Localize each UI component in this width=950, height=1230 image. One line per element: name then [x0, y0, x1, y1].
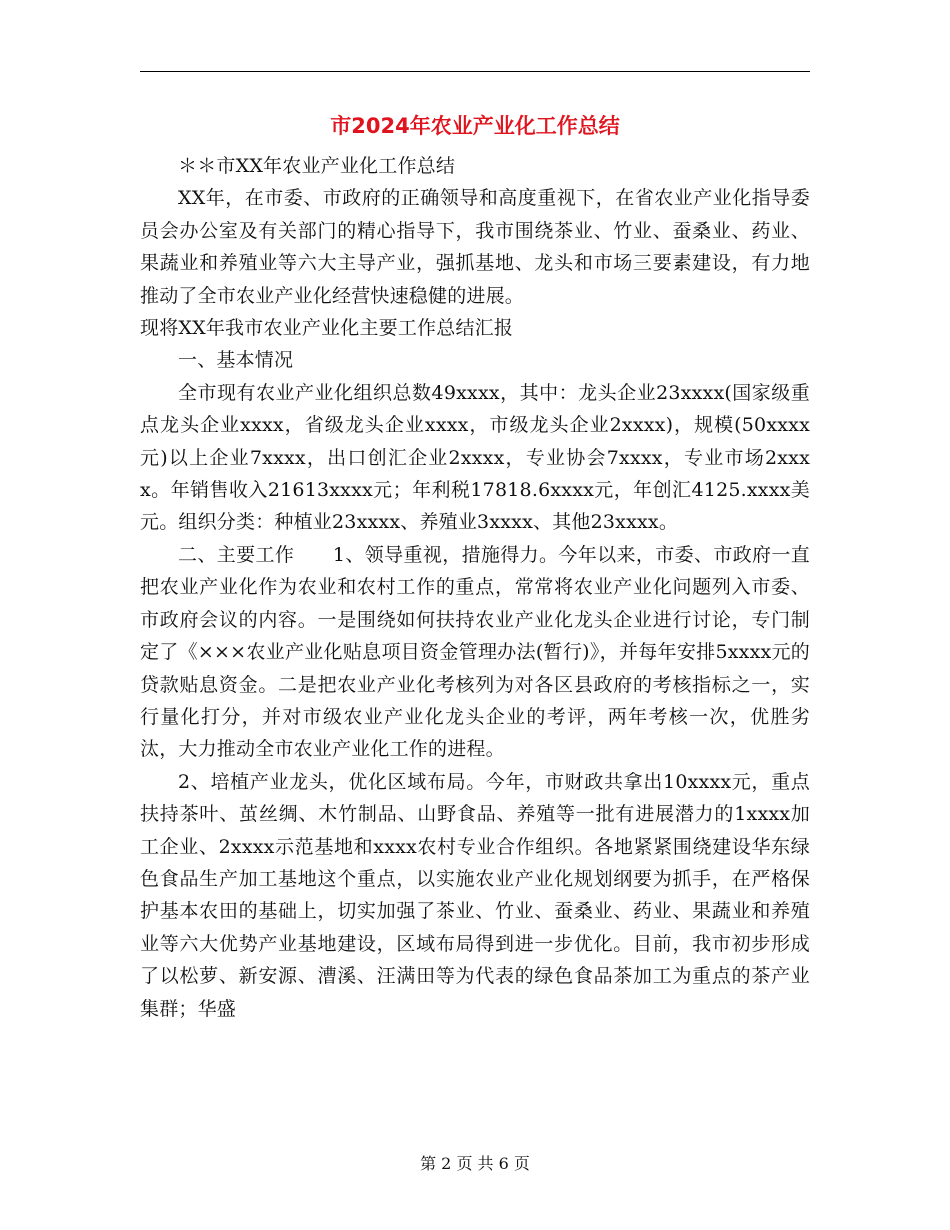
document-title: 市2024年农业产业化工作总结	[330, 114, 620, 138]
subtitle-paragraph: ＊＊市XX年农业产业化工作总结	[178, 155, 456, 177]
report-lead-paragraph: 现将XX年我市农业产业化主要工作总结汇报	[140, 317, 514, 340]
main-work-paragraph: 二、主要工作 1、领导重视，措施得力。今年以来，市委、市政府一直把农业产业化作为农业和农村工作的重点，常常将农业产业化问题列入市委、市政府会议的内容。一是围绕如何扶持农业产业化龙头企业进行讨论，专门制定了《×××农业产业化贴息项目资金管理办法(暂行)》，并每年安排5xxxx元的贷款贴息资金。二是把农业产业化考核列为对各区县政府的考核指标之一，实行量化打分，并对市级农业产业化龙头企业的考评，两年考核一次，优胜劣汰，大力推动全市农业产业化工作的进程。	[140, 543, 810, 761]
intro-paragraph: XX年，在市委、市政府的正确领导和高度重视下，在省农业产业化指导委员会办公室及有关部门的精心指导下，我市围绕茶业、竹业、蚕桑业、药业、果蔬业和养殖业等六大主导产业，强抓基地、龙头和市场三要素建设，有力地推动了全市农业产业化经营快速稳健的进展。	[140, 187, 810, 307]
page-number: 第 2 页 共 6 页	[420, 1154, 530, 1173]
section-heading-basic-situation: 一、基本情况	[178, 349, 294, 372]
industry-leaders-paragraph: 2、培植产业龙头，优化区域布局。今年，市财政共拿出10xxxx元，重点扶持茶叶、茧丝绸、木竹制品、山野食品、养殖等一批有进展潜力的1xxxx加工企业、2xxxx示范基地和xxxx农村专业合作组织。各地紧紧围绕建设华东绿色食品生产加工基地这个重点，以实施农业产业化规划纲要为抓手，在严格保护基本农田的基础上，切实加强了茶业、竹业、蚕桑业、药业、果蔬业和养殖业等六大优势产业基地建设，区域布局得到进一步优化。目前，我市初步形成了以松萝、新安源、漕溪、汪满田等为代表的绿色食品茶加工为重点的茶产业集群；华盛	[140, 770, 810, 1020]
basic-situation-paragraph: 全市现有农业产业化组织总数49xxxx，其中：龙头企业23xxxx(国家级重点龙头企业xxxx，省级龙头企业xxxx，市级龙头企业2xxxx)，规模(50xxxx元)以上企业7xxxx，出口创汇企业2xxxx，专业协会7xxxx，专业市场2xxxx。年销售收入21613xxxx元；年利税17818.6xxxx元，年创汇4125.xxxx美元。组织分类：种植业23xxxx、养殖业3xxxx、其他23xxxx。	[140, 381, 810, 534]
document-body	[140, 150, 810, 1025]
header-rule	[140, 71, 810, 72]
